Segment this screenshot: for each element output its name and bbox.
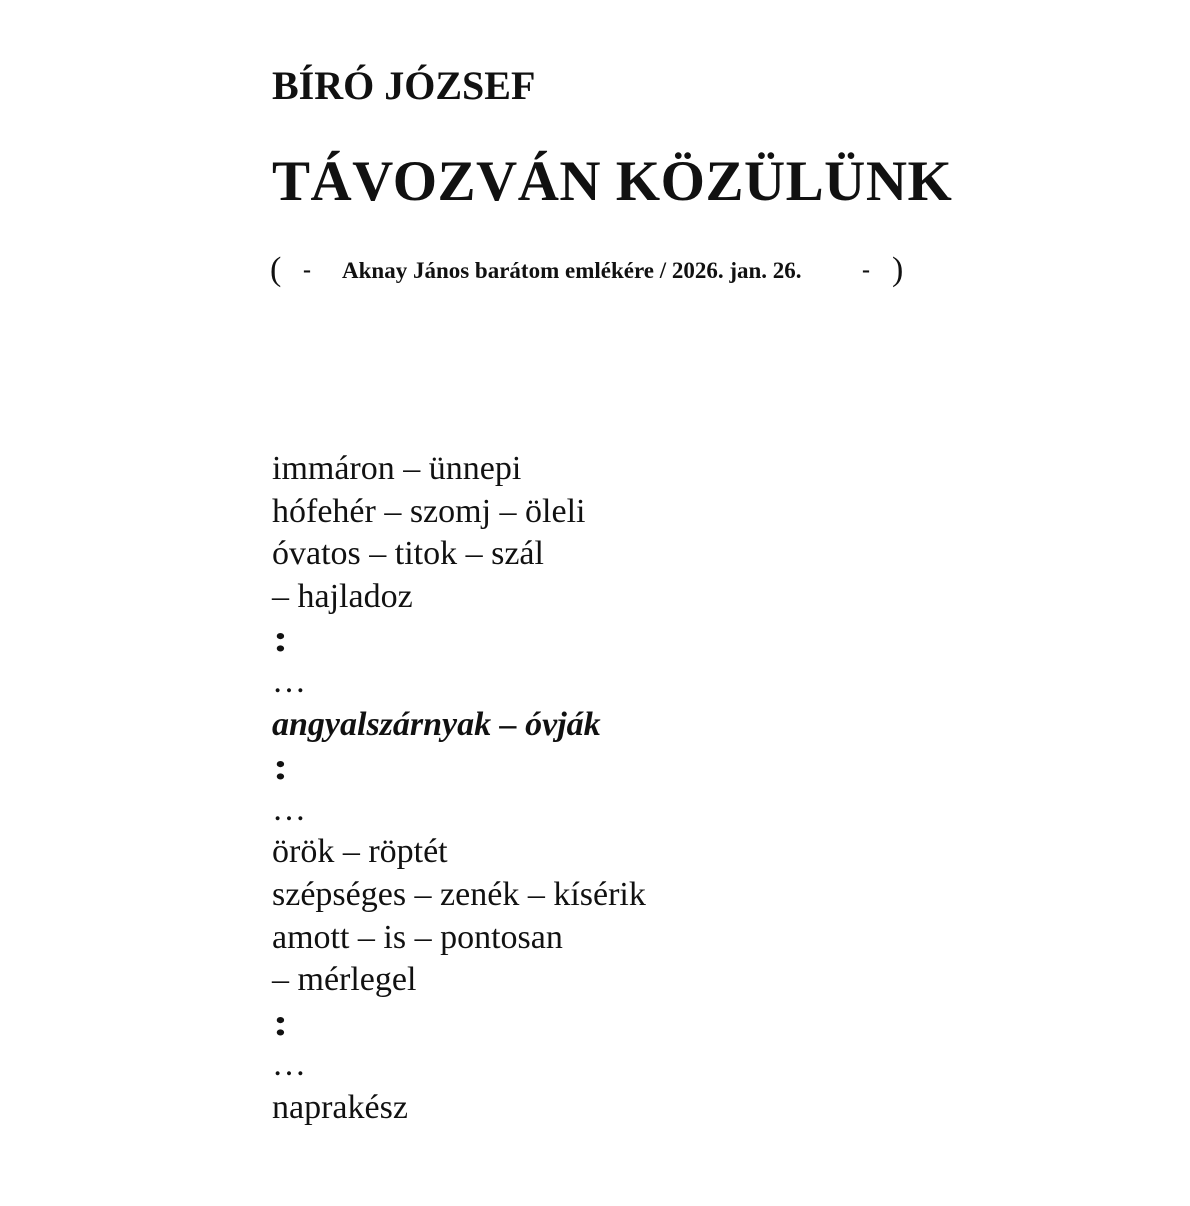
poem-line: – mérlegel [272, 961, 417, 999]
poem-line: örök – röptét [272, 833, 448, 871]
poem-title: TÁVOZVÁN KÖZÜLÜNK [272, 150, 953, 213]
author-name: BÍRÓ JÓZSEF [272, 63, 536, 108]
poem-colon-line [272, 1002, 646, 1045]
dedication-dash-left: - [303, 257, 311, 283]
dedication-close-paren: ) [892, 251, 904, 288]
poem-line: szépséges – zenék – kísérik [272, 875, 646, 913]
colon-mark: : [273, 618, 289, 661]
poem-line: hófehér – szomj – öleli [272, 492, 586, 530]
poem-line: naprakész [272, 1088, 408, 1126]
colon-mark: : [273, 746, 289, 789]
dedication-dash-right: - [862, 257, 870, 283]
poem-colon-line [272, 746, 646, 789]
poem-ellipsis-line: … [272, 1046, 306, 1084]
colon-mark: : [273, 1001, 289, 1044]
poem-line: – hajladoz [272, 577, 413, 615]
dedication-open-paren: ( [270, 251, 282, 288]
poem-ellipsis-line: … [272, 790, 306, 828]
poem-ellipsis-line: … [272, 662, 306, 700]
poem-line: immáron – ünnepi [272, 450, 522, 487]
poem-line: amott – is – pontosan [272, 918, 563, 956]
poem-line: óvatos – titok – szál [272, 535, 544, 573]
dedication-text: Aknay János barátom emlékére / 2026. jan. 26. [342, 258, 802, 283]
poem-body [272, 448, 646, 1130]
poem-colon-line [272, 618, 646, 661]
poem-emphasis-line: angyalszárnyak – óvják [272, 705, 601, 743]
